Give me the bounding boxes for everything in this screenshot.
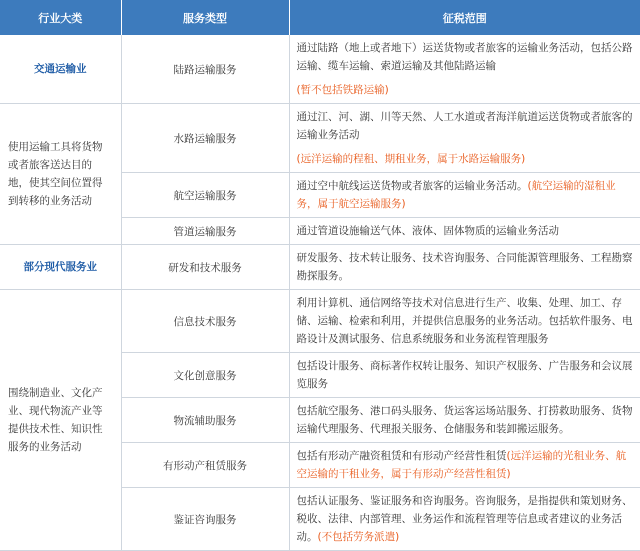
service-type: 航空运输服务 bbox=[121, 173, 289, 218]
tax-scope-text: 包括有形动产融资租赁和有形动产经营性租赁 bbox=[296, 450, 507, 462]
category-transport-desc: 使用运输工具将货物或者旅客送达目的地，使其空间位置得到转移的业务活动 bbox=[0, 104, 121, 245]
category-modern-service: 部分现代服务业 bbox=[0, 245, 121, 290]
tax-scope-text: 通过江、河、湖、川等天然、人工水道或者海洋航道运送货物或者旅客的运输业务活动 bbox=[296, 111, 633, 141]
service-type: 研发和技术服务 bbox=[121, 245, 289, 290]
service-type: 陆路运输服务 bbox=[121, 35, 289, 104]
tax-scope-text: 通过陆路（地上或者地下）运送货物或者旅客的运输业务活动，包括公路运输、缆车运输、索道运输及其他陆路运输 bbox=[296, 42, 633, 72]
service-type: 鉴证咨询服务 bbox=[121, 488, 289, 551]
header-industry: 行业大类 bbox=[0, 0, 121, 35]
tax-scope-text: 研发服务、技术转让服务、技术咨询服务、合同能源管理服务、工程勘察勘探服务。 bbox=[289, 245, 640, 290]
tax-scope-text: 通过空中航线运送货物或者旅客的运输业务活动。 bbox=[296, 180, 528, 192]
service-type: 有形动产租赁服务 bbox=[121, 443, 289, 488]
table-row bbox=[0, 104, 640, 173]
tax-scope-note: (远洋运输的光租业务、航空运输的干租业务，属于有形动产经营性租赁) bbox=[296, 450, 627, 480]
tax-scope-note: (航空运输的湿租业务，属于航空运输服务) bbox=[296, 180, 616, 210]
service-type: 管道运输服务 bbox=[121, 218, 289, 245]
header-service-type: 服务类型 bbox=[121, 0, 289, 35]
tax-scope-cell bbox=[289, 173, 640, 218]
table-row bbox=[0, 245, 640, 290]
tax-scope-cell bbox=[289, 104, 640, 173]
tax-scope-text: 利用计算机、通信网络等技术对信息进行生产、收集、处理、加工、存储、运输、检索和利用，并提供信息服务的业务活动。包括软件服务、电路设计及测试服务、信息系统服务和业务流程管理服务 bbox=[289, 290, 640, 353]
table-row bbox=[0, 35, 640, 104]
tax-scope-cell bbox=[289, 443, 640, 488]
tax-scope-text: 包括认证服务、鉴证服务和咨询服务。咨询服务，是指提供和策划财务、税收、法律、内部管理、业务运作和流程管理等信息或者建议的业务活动。 bbox=[296, 495, 633, 543]
service-type: 水路运输服务 bbox=[121, 104, 289, 173]
tax-scope-note: (远洋运输的程租、期租业务，属于水路运输服务) bbox=[296, 153, 526, 165]
tax-scope-text: 通过管道设施输送气体、液体、固体物质的运输业务活动 bbox=[289, 218, 640, 245]
tax-scope-cell bbox=[289, 488, 640, 551]
service-type: 信息技术服务 bbox=[121, 290, 289, 353]
category-modern-desc: 围绕制造业、文化产业、现代物流产业等提供技术性、知识性服务的业务活动 bbox=[0, 290, 121, 551]
tax-scope-text: 包括设计服务、商标著作权转让服务、知识产权服务、广告服务和会议展览服务 bbox=[289, 353, 640, 398]
tax-scope-note: (暂不包括铁路运输) bbox=[296, 84, 389, 96]
service-type: 物流辅助服务 bbox=[121, 398, 289, 443]
service-type: 文化创意服务 bbox=[121, 353, 289, 398]
tax-scope-note: (不包括劳务派遣) bbox=[317, 531, 400, 543]
tax-scope-text: 包括航空服务、港口码头服务、货运客运场站服务、打捞救助服务、货物运输代理服务、代理报关服务、仓储服务和装卸搬运服务。 bbox=[289, 398, 640, 443]
header-tax-scope: 征税范围 bbox=[289, 0, 640, 35]
category-transport: 交通运输业 bbox=[0, 35, 121, 104]
table-row bbox=[0, 290, 640, 353]
tax-scope-cell bbox=[289, 35, 640, 104]
table-header bbox=[0, 0, 640, 35]
